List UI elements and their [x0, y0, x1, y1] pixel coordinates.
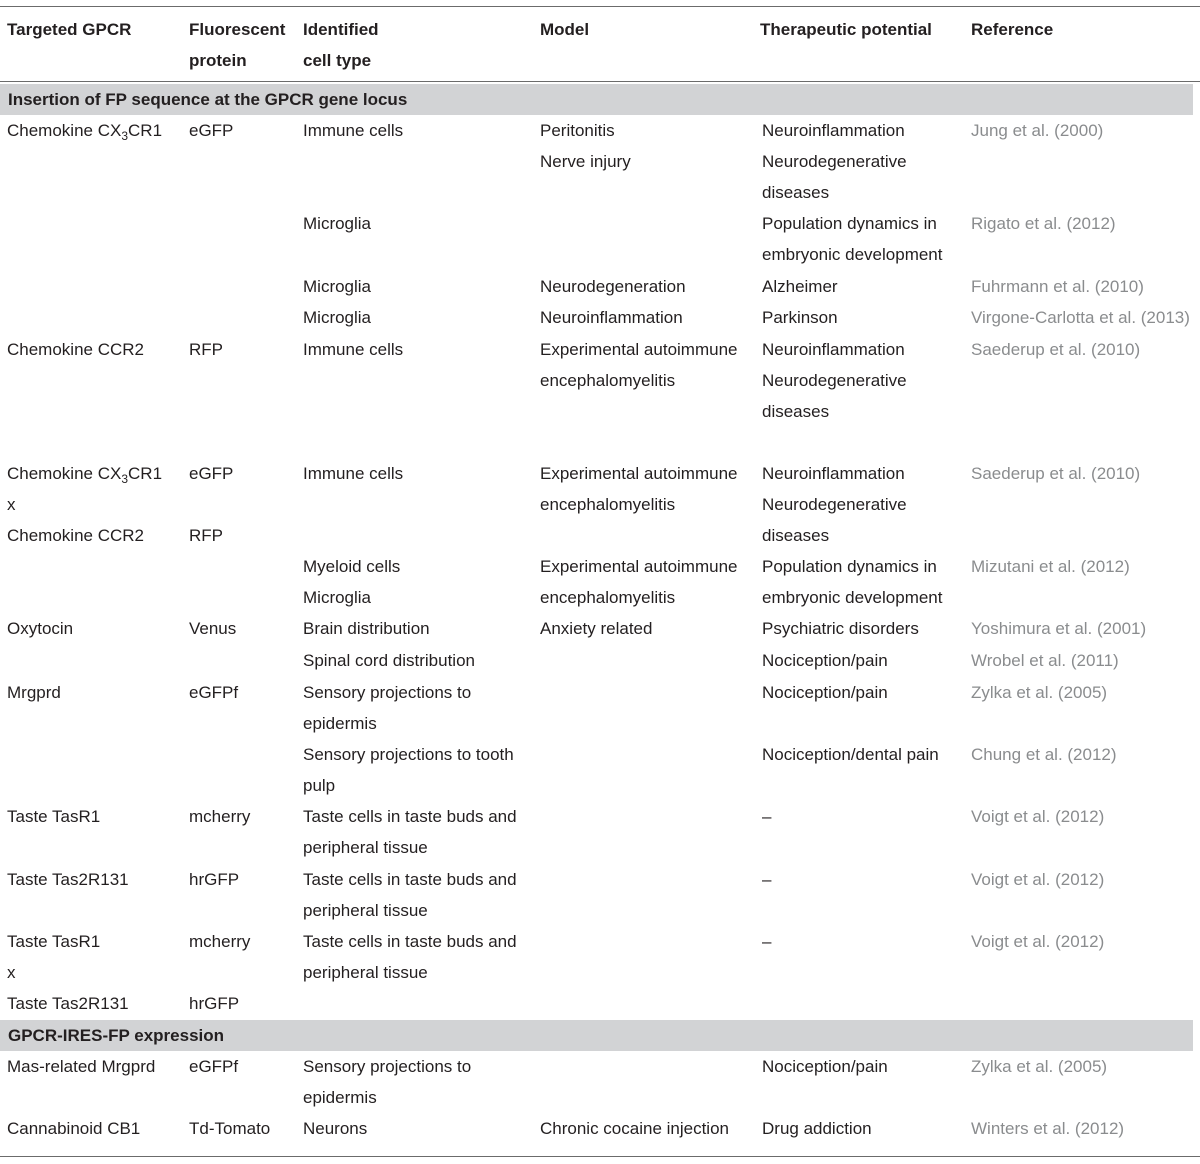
cell-fluorescent-protein: eGFP — [189, 121, 234, 140]
cell-therapeutic-potential: Nociception/pain — [762, 651, 888, 670]
cell-reference: Yoshimura et al. (2001) — [971, 619, 1147, 638]
section-title: Insertion of FP sequence at the GPCR gene locus — [8, 90, 408, 109]
cell-fluorescent-protein: Venus — [189, 619, 237, 638]
cell-reference: Voigt et al. (2012) — [971, 870, 1105, 889]
cell-targeted-gpcr: Chemokine $CX_3CR1$ x Chemokine CCR2 — [7, 464, 163, 545]
cell-fluorescent-protein: mcherry hrGFP — [189, 932, 251, 1013]
cell-targeted-gpcr: Mrgprd — [7, 683, 61, 702]
cell-therapeutic-potential: Parkinson — [762, 308, 838, 327]
section-title: GPCR-IRES-FP expression — [8, 1026, 225, 1045]
cell-therapeutic-potential: – — [762, 870, 772, 889]
cell-model: Neuroinflammation — [540, 308, 683, 327]
cell-targeted-gpcr: Taste TasR1 — [7, 807, 101, 826]
cell-reference: Saederup et al. (2010) — [971, 340, 1141, 359]
cell-fluorescent-protein: eGFPf — [189, 683, 239, 702]
header-therapeutic-potential: Therapeutic potential — [760, 20, 932, 39]
cell-therapeutic-potential: Nociception/pain — [762, 683, 888, 702]
cell-fluorescent-protein: mcherry — [189, 807, 251, 826]
section-band-ires — [0, 1020, 1193, 1051]
header-model: Model — [540, 20, 590, 39]
cell-targeted-gpcr: Taste TasR1 x Taste Tas2R131 — [7, 932, 129, 1013]
header-reference: Reference — [971, 20, 1054, 39]
cell-identified-cell-type: Taste cells in taste buds and peripheral tissue — [303, 807, 517, 857]
cell-model: Experimental autoimmune encephalomyelitis — [540, 557, 738, 607]
table-bottom-rule — [0, 1156, 1200, 1157]
cell-targeted-gpcr: Chemokine $CX_3CR1$ — [7, 121, 163, 143]
cell-identified-cell-type: Sensory projections to tooth pulp — [303, 745, 514, 795]
cell-targeted-gpcr: Chemokine CCR2 — [7, 340, 144, 359]
header-bottom-rule — [0, 81, 1200, 82]
header-fluorescent-protein: Fluorescent protein — [189, 20, 286, 70]
cell-identified-cell-type: Microglia — [303, 277, 372, 296]
cell-reference: Saederup et al. (2010) — [971, 464, 1141, 483]
cell-reference: Voigt et al. (2012) — [971, 932, 1105, 951]
cell-identified-cell-type: Taste cells in taste buds and peripheral tissue — [303, 932, 517, 982]
cell-identified-cell-type: Myeloid cells Microglia — [303, 557, 401, 607]
cell-therapeutic-potential: – — [762, 807, 772, 826]
cell-model: Neurodegeneration — [540, 277, 686, 296]
cell-therapeutic-potential: Alzheimer — [762, 277, 838, 296]
cell-identified-cell-type: Spinal cord distribution — [303, 651, 475, 670]
cell-model: Experimental autoimmune encephalomyelitis — [540, 464, 738, 514]
cell-targeted-gpcr: Oxytocin — [7, 619, 74, 638]
cell-therapeutic-potential: Psychiatric disorders — [762, 619, 919, 638]
cell-reference: Virgone-Carlotta et al. (2013) — [971, 308, 1190, 327]
cell-identified-cell-type: Taste cells in taste buds and peripheral tissue — [303, 870, 517, 920]
cell-targeted-gpcr: Cannabinoid CB1 — [7, 1119, 141, 1138]
cell-identified-cell-type: Immune cells — [303, 121, 404, 140]
cell-identified-cell-type: Microglia — [303, 308, 372, 327]
cell-identified-cell-type: Sensory projections to epidermis — [303, 683, 472, 733]
cell-fluorescent-protein: eGFP RFP — [189, 464, 234, 545]
cell-reference: Voigt et al. (2012) — [971, 807, 1105, 826]
cell-therapeutic-potential: Population dynamics in embryonic development — [762, 557, 943, 607]
cell-reference: Zylka et al. (2005) — [971, 683, 1108, 702]
cell-targeted-gpcr: Mas-related Mrgprd — [7, 1057, 156, 1076]
cell-fluorescent-protein: eGFPf — [189, 1057, 239, 1076]
cell-reference: Winters et al. (2012) — [971, 1119, 1125, 1138]
cell-targeted-gpcr: Taste Tas2R131 — [7, 870, 129, 889]
cell-model: Experimental autoimmune encephalomyelitis — [540, 340, 738, 390]
cell-model: Peritonitis Nerve injury — [540, 121, 631, 171]
cell-reference: Rigato et al. (2012) — [971, 214, 1116, 233]
cell-therapeutic-potential: – — [762, 932, 772, 951]
cell-reference: Mizutani et al. (2012) — [971, 557, 1130, 576]
cell-fluorescent-protein: hrGFP — [189, 870, 240, 889]
cell-identified-cell-type: Sensory projections to epidermis — [303, 1057, 472, 1107]
cell-therapeutic-potential: Neuroinflammation Neurodegenerative diseases — [762, 340, 907, 421]
cell-identified-cell-type: Immune cells — [303, 340, 404, 359]
cell-reference: Fuhrmann et al. (2010) — [971, 277, 1144, 296]
cell-reference: Chung et al. (2012) — [971, 745, 1117, 764]
cell-therapeutic-potential: Population dynamics in embryonic development — [762, 214, 943, 264]
cell-model: Chronic cocaine injection — [540, 1119, 729, 1138]
cell-therapeutic-potential: Nociception/pain — [762, 1057, 888, 1076]
cell-identified-cell-type: Brain distribution — [303, 619, 430, 638]
table-top-rule — [0, 6, 1200, 7]
cell-therapeutic-potential: Neuroinflammation Neurodegenerative diseases — [762, 121, 907, 202]
header-identified-cell-type: Identified cell type — [303, 20, 379, 70]
cell-therapeutic-potential: Drug addiction — [762, 1119, 872, 1138]
cell-reference: Zylka et al. (2005) — [971, 1057, 1108, 1076]
cell-model: Anxiety related — [540, 619, 653, 638]
cell-fluorescent-protein: RFP — [189, 340, 223, 359]
cell-reference: Jung et al. (2000) — [971, 121, 1104, 140]
cell-identified-cell-type: Microglia — [303, 214, 372, 233]
cell-reference: Wrobel et al. (2011) — [971, 651, 1119, 670]
section-band-insertion — [0, 84, 1193, 115]
cell-therapeutic-potential: Nociception/dental pain — [762, 745, 939, 764]
cell-identified-cell-type: Immune cells — [303, 464, 404, 483]
header-targeted-gpcr: Targeted GPCR — [7, 20, 132, 39]
cell-therapeutic-potential: Neuroinflammation Neurodegenerative diseases — [762, 464, 907, 545]
cell-identified-cell-type: Neurons — [303, 1119, 368, 1138]
cell-fluorescent-protein: Td-Tomato — [189, 1119, 271, 1138]
